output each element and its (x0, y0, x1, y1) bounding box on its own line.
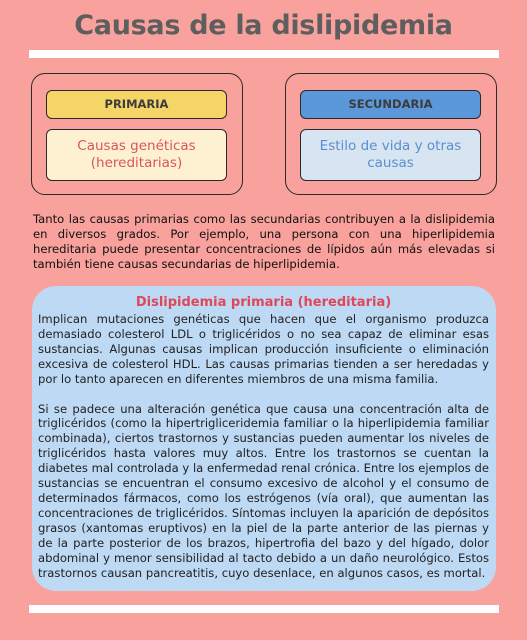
secundaria-box (285, 73, 497, 195)
panel-paragraph-1: Implican mutaciones genéticas que hacen que el organismo produzca demasiado colesterol LDL o triglicéridos o no sea capaz de eliminar esas sustancias. Algunas causas implican producción insuficiente o eliminación excesiva de colesterol HDL. Las causas primarias tienden a ser heredadas y por lo tanto aparecen en diferentes miembros de una misma familia. (38, 312, 489, 386)
secundaria-label: SECUNDARIA (300, 90, 481, 119)
primaria-description (46, 129, 227, 181)
bottom-divider (29, 605, 499, 613)
panel-paragraph-2: Si se padece una alteración genética que causa una concentración alta de triglicéridos (como la hipertrigliceridemia familiar o la hiperlipidemia familiar combinada), ciertos trastornos y sustancias pueden aumentar los niveles de triglicéridos hasta valores muy altos. Entre los trastornos se cuentan la diabetes mal controlada y la enfermedad renal crónica. Entre los ejemplos de sustancias se encuentran el consumo excesivo de alcohol y el consumo de determinados fármacos, como los estrógenos (vía oral), que aumentan las concentraciones de triglicéridos. Síntomas incluyen la aparición de depósitos grasos (xantomas eruptivos) en la piel de la parte anterior de las piernas y de la parte posterior de los brazos, hipertrofia del bazo y del hígado, dolor abdominal y menor sensibilidad al tacto debido a un daño neurológico. Estos trastornos causan pancreatitis, cuyo desenlace, en algunos casos, es mortal. (38, 401, 489, 580)
primaria-description-text: Causas genéticas (hereditarias) (77, 138, 196, 171)
page-title: Causas de la dislipidemia (74, 10, 453, 41)
primaria-label: PRIMARIA (46, 90, 227, 119)
primary-dyslipidemia-panel (32, 286, 496, 591)
secundaria-description-text: Estilo de vida y otras causas (319, 138, 462, 171)
panel-heading: Dislipidemia primaria (hereditaria) (135, 295, 392, 310)
intro-paragraph: Tanto las causas primarias como las secundarias contribuyen a la dislipidemia en diversos grados. Por ejemplo, una persona con una hiperlipidemia hereditaria puede presentar concentraciones de lípidos aún más elevadas si también tiene causas secundarias de hiperlipidemia. (33, 212, 495, 272)
top-divider (29, 50, 499, 58)
secundaria-description (300, 129, 481, 181)
primaria-box (31, 73, 243, 195)
